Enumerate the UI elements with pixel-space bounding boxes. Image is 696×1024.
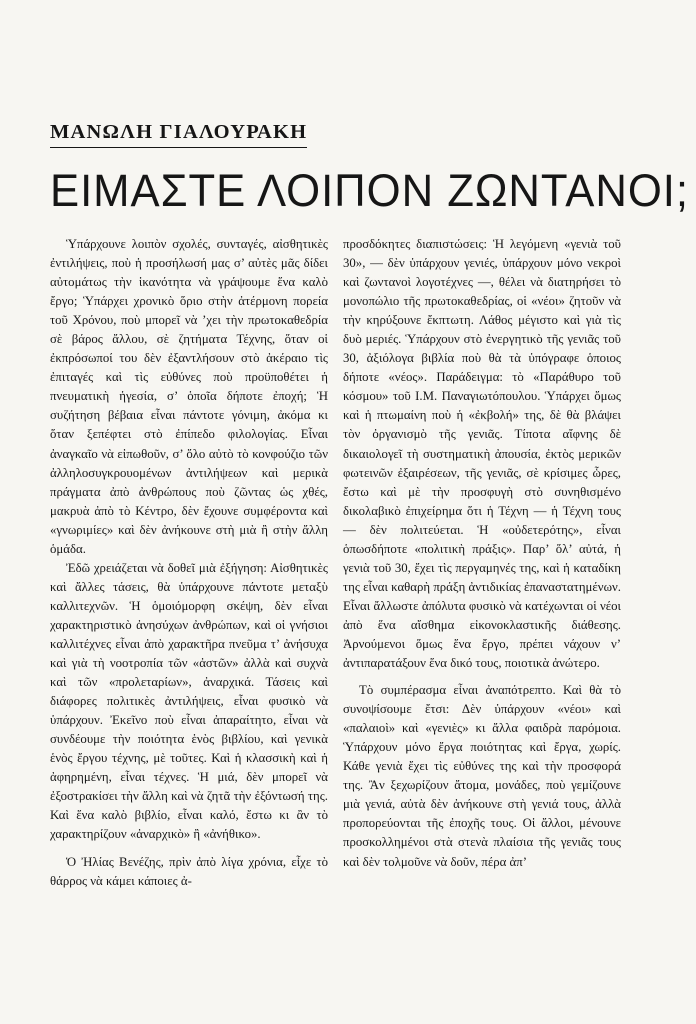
right-column <box>343 235 621 872</box>
left-column <box>50 235 328 891</box>
paragraph: Τὸ συμπέρασμα εἶναι ἀναπότρεπτο. Καὶ θὰ τὸ συνοψίσουμε ἔτσι: Δὲν ὑπάρχουν «νέοι» καὶ «παλαιοὶ» καὶ «γενιὲς» κι ἄλλα φαιδρὰ παρόμοια. Ὑπάρχουν μόνο ἔργα ποιότητας καὶ ἔργα, χωρίς. Κάθε γενιὰ ἔχει τὶς εὐθύνες της καὶ τὴν προσφορά της. Ἂν ξεχωρίζουν ἄτομα, μονάδες, ποὺ γεμίζουνε μιὰ γενιά, αὐτὰ δὲν ἀνήκουνε στὴ γενιά τους, ἀλλὰ προπορεύονται τῆς ἐποχῆς τους. Οἱ ἄλλοι, μένουνε προσκολλημένοι στὰ στενὰ πλαίσια τῆς γενιᾶς τους καὶ δὲν τολμοῦνε νὰ δοῦν, πέρα ἀπ’ <box>343 683 621 869</box>
article-title: ΕΙΜΑΣΤΕ ΛΟΙΠΟΝ ΖΩΝΤΑΝΟΙ; <box>50 165 690 216</box>
author-name: ΜΑΝΩΛΗ ΓΙΑΛΟΥΡΑΚΗ <box>50 121 307 148</box>
paragraph: Ἐδῶ χρειάζεται νὰ δοθεῖ μιὰ ἐξήγηση: Αἰσθητικὲς καὶ ἄλλες τάσεις, θὰ ὑπάρχουνε πάντοτε μεταξὺ καλλιτεχνῶν. Ἡ ὁμοιόμορφη σκέψη, δὲν εἶναι χαρακτηριστικὸ ἀνησύχων ἀνθρώπων, καὶ οἱ γνήσιοι καλλιτέχνες εἶναι ἀπὸ χαρακτῆρα πνεῦμα τ’ ἀνήσυχα καὶ γιὰ τὴ νοοτροπία τῶν «ἀστῶν» ἀλλὰ καὶ συχνὰ καὶ τῶν «προλεταρίων», ἀναρχικά. Τάσεις καὶ διάφορες πολιτικὲς ἀντιλήψεις, εἶναι φυσικὸ νὰ ὑπάρχουν. Ἐκεῖνο ποὺ εἶναι ἀπαραίτητο, εἶναι νὰ συνδέουμε τὴν ποιότητα ἑνὸς βιβλίου, καὶ γενικὰ ἑνὸς ἔργου τέχνης, μὲ τοῦτες. Καὶ ἡ κλασσικὴ καὶ ἡ ἀφηρημένη, εἶναι τέχνες. Ἡ μιά, δὲν μπορεῖ νὰ ἐξοστρακίσει τὴν ἄλλη καὶ νὰ ζητᾶ τὴν ἐξόντωσή της. Καὶ ἕνα καλὸ βιβλίο, εἶναι καλό, ἔστω κι ἂν τὸ χαρακτηρίζουν «ἀναρχικὸ» ἢ «ἀνήθικο». <box>50 560 328 842</box>
paragraph: Ὑπάρχουνε λοιπὸν σχολές, συνταγές, αἰσθητικὲς ἐντιλήψεις, ποὺ ἡ προσήλωσή μας σ’ αὐτὲς μᾶς δίδει αὐτομάτως τὴν ἱκανότητα νὰ γράψουμε ἕνα καλὸ ἔργο; Ὑπάρχει χρονικὸ ὅριο στὴν ἀτέρμονη πορεία τοῦ Χρόνου, ποὺ μπορεῖ νὰ ’χει τὴν πρωτοκαθεδρία σὲ βάρος ἄλλου, σὲ ζητήματα Τέχνης, ὅταν οἱ ἐκπρόσωποί του δὲν ἐξαντλήσουν στὸ ἀκέραιο τὶς ἐπιταγές καὶ τὶς εὐθύνες ποὺ προϋποθέτει ἡ πνευματικὴ ἡγεσία, σ’ ὁποῖα δήποτε ἐποχή; Ἡ συζήτηση βέβαια εἶναι πάντοτε γόνιμη, ἀκόμα κι ὅταν ξεπέφτει στὸ ἐπίπεδο φιλολογίας. Εἶναι ἀναγκαῖο νὰ εἰπωθοῦν, σ’ ὅλο αὐτὸ τὸ κονφούζιο τῶν ἀλληλοσυγκρουομένων ἀντιλήψεων καὶ μερικὰ πράγματα ἀπὸ ἀνθρώπους ποὺ ζῶντας ὡς χθές, μακρυὰ ἀπὸ τὸ Κέντρο, δὲν ἔχουνε συμφέροντα καὶ «γνωριμίες» καὶ δὲν ἀνήκουνε στὴ μιὰ ἢ στὴν ἄλλη ὁμάδα. <box>50 237 328 556</box>
paragraph: Ὁ Ἠλίας Βενέζης, πρὶν ἀπὸ λίγα χρόνια, εἶχε τὸ θάρρος νὰ κάμει κάποιες ἀ- <box>50 854 328 888</box>
paragraph: προσδόκητες διαπιστώσεις: Ἡ λεγόμενη «γενιὰ τοῦ 30», — δὲν ὑπάρχουν γενιές, ὑπάρχουν μόνο νεκροὶ καὶ ζωντανοὶ λογοτέχνες —, θέλει νὰ διατηρήσει τὸ μονοπώλιο τῆς πρωτοκαθεδρίας, οἱ «νέοι» ζητοῦν νὰ τὴν κηρύξουνε ἔκπτωτη. Λάθος μέγιστο καὶ γιὰ τὶς δυὸ μεριές. Ὑπάρχουν στὸ ἐνεργητικὸ τῆς γενιᾶς τοῦ 30, ἀξιόλογα βιβλία ποὺ θὰ τὰ ὑπόγραφε ὁποιος δήποτε «νέος». Παράδειγμα: τὸ «Παράθυρο τοῦ κόσμου» τοῦ Ι.Μ. Παναγιωτόπουλου. Ὑπάρχει ὅμως καὶ ἡ πτωμαίνη ποὺ ἡ «ἐκβολή» της, δὲ θὰ βλάψει τὸν ὀργανισμὸ τῆς γενιᾶς. Τίποτα αἴφνης δὲ δικαιολογεῖ τὴ συστηματικὴ ἀπουσία, ἐκτὸς μερικῶν φωτεινῶν ἐξαιρέσεων, τῆς γενιᾶς, σὲ κρίσιμες ὧρες, ἔστω καὶ μὲ τὴν προσφυγὴ στὸ συνηθισμένο δικολαβικὸ ἐπιχείρημα ὅτι ἡ Τέχνη — ἡ Τέχνη τους — δὲν πολιτεύεται. Ἡ «οὐδετερότης», εἶναι ὁπωσδήποτε «πολιτικὴ πράξις». Παρ’ ὅλ’ αὐτά, ἡ γενιὰ τοῦ 30, ἔχει τὶς περγαμηνές της, καὶ ἡ καταδίκη της εἶναι καθαρὴ πράξη ἀντιδικίας ἐπαναστατημένων. Εἶναι ἄλλωστε ἀπόλυτα φυσικὸ νὰ κατέχωνται οἱ νέοι ἀπὸ ἕνα αἴσθημα εἰκονοκλαστικῆς διάθεσης. Ἀρνούμενοι ὅμως ἕνα ἔργο, πρέπει νάχουν ν’ ἀντιπαρατάξουν ἕνα δικό τους, ποιοτικὰ ἀνώτερο. <box>343 237 621 671</box>
